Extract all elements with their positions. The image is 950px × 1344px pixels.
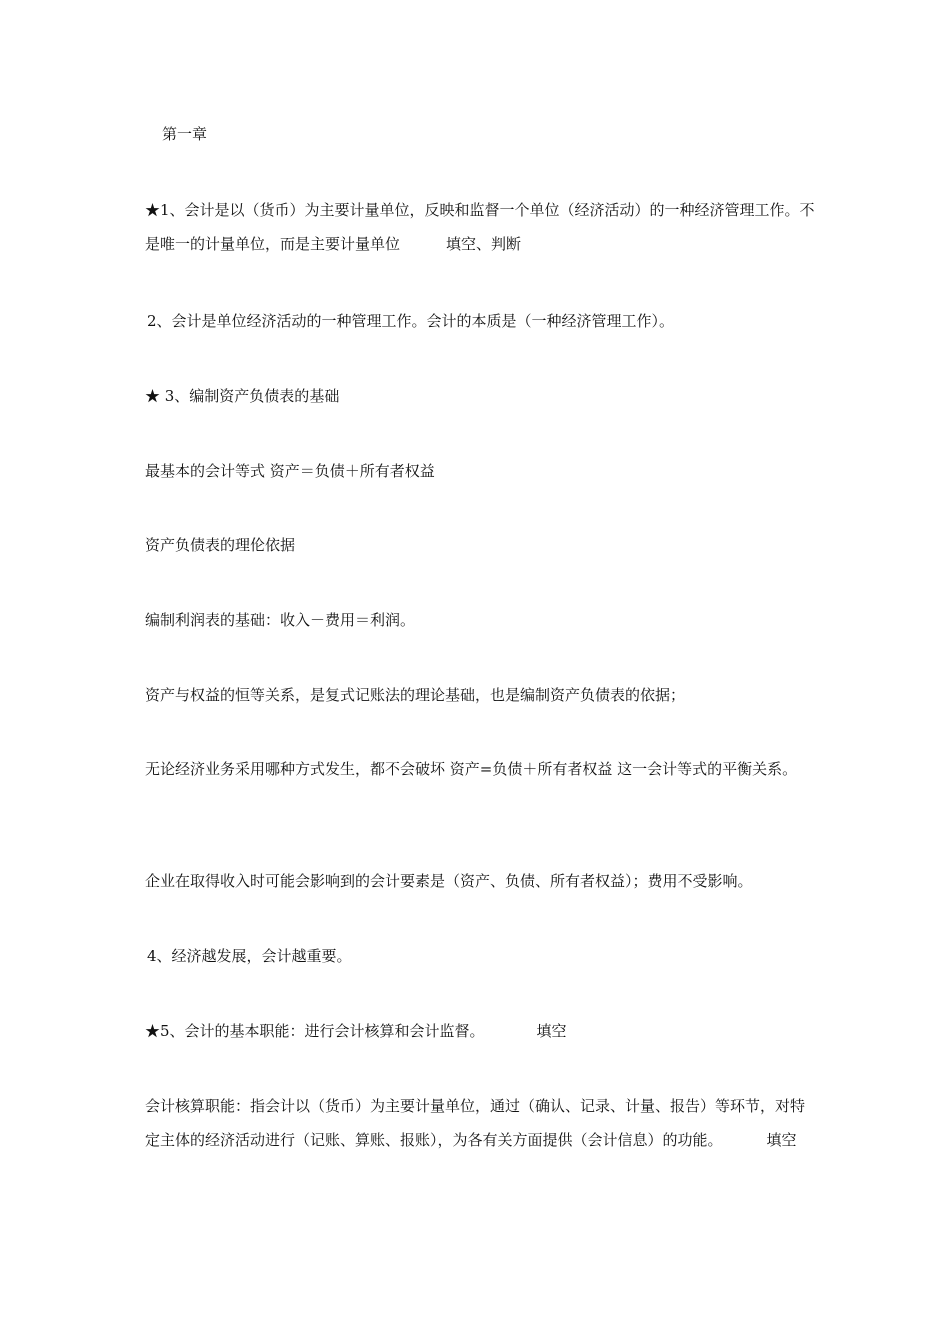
paragraph-9: 企业在取得收入时可能会影响到的会计要素是（资产、负债、所有者权益）；费用不受影响。 bbox=[145, 872, 753, 890]
paragraph-2: 2、会计是单位经济活动的一种管理工作。会计的本质是（一种经济管理工作）。 bbox=[147, 312, 675, 330]
paragraph-8: 无论经济业务采用哪种方式发生，都不会破坏 资产=负债＋所有者权益 这一会计等式的平衡关系。 bbox=[145, 760, 798, 778]
paragraph-10: 4、经济越发展，会计越重要。 bbox=[147, 947, 352, 965]
paragraph-11 bbox=[145, 1014, 815, 1048]
paragraph-4: 最基本的会计等式 资产＝负债＋所有者权益 bbox=[145, 462, 435, 480]
paragraph-11-tag: 填空 bbox=[536, 1022, 567, 1040]
paragraph-7: 资产与权益的恒等关系，是复式记账法的理论基础，也是编制资产负债表的依据； bbox=[145, 686, 686, 704]
paragraph-12-text: 会计核算职能：指会计以（货币）为主要计量单位，通过（确认、记录、计量、报告）等环节，对特定主体的经济活动进行（记账、算账、报账），为各有关方面提供（会计信息）的功能。 bbox=[145, 1097, 806, 1149]
paragraph-6: 编制利润表的基础：收入－费用＝利润。 bbox=[145, 611, 416, 629]
paragraph-1 bbox=[145, 193, 815, 261]
paragraph-1-tag: 填空、判断 bbox=[446, 235, 522, 253]
paragraph-3: ★ 3、编制资产负债表的基础 bbox=[145, 387, 340, 405]
paragraph-5: 资产负债表的理伦依据 bbox=[145, 536, 296, 554]
chapter-title: 第一章 bbox=[162, 125, 208, 143]
paragraph-1-text: ★1、会计是以（货币）为主要计量单位，反映和监督一个单位（经济活动）的一种经济管理工作。不是唯一的计量单位，而是主要计量单位 bbox=[145, 201, 815, 253]
paragraph-12-tag: 填空 bbox=[766, 1131, 797, 1149]
paragraph-11-text: ★5、会计的基本职能：进行会计核算和会计监督。 bbox=[145, 1022, 485, 1040]
paragraph-12 bbox=[145, 1089, 815, 1157]
